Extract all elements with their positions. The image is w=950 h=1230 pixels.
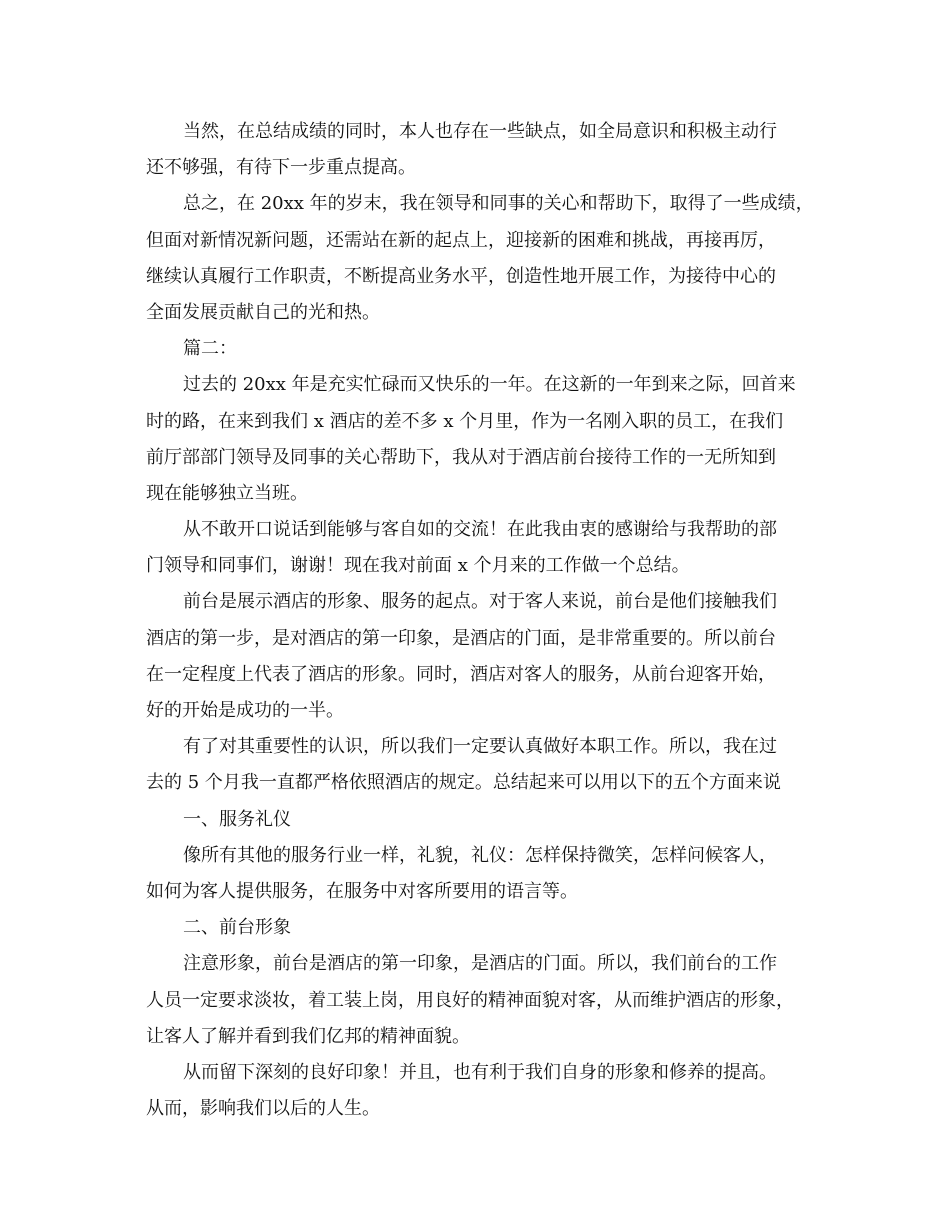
- text-line: 时的路，在来到我们 x 酒店的差不多 x 个月里，作为一名刚入职的员工，在我们: [146, 410, 784, 432]
- text-line: 从而，影响我们以后的人生。: [146, 1098, 380, 1120]
- text-line: 人员一定要求淡妆，着工装上岗，用良好的精神面貌对客，从而维护酒店的形象，: [146, 989, 794, 1011]
- text-line: 从而留下深刻的良好印象！并且，也有利于我们自身的形象和修养的提高。: [183, 1061, 777, 1083]
- text-line: 过去的 20xx 年是充实忙碌而又快乐的一年。在这新的一年到来之际，回首来: [183, 374, 796, 396]
- text-line: 像所有其他的服务行业一样，礼貌，礼仪：怎样保持微笑，怎样问候客人，: [183, 844, 777, 866]
- section-heading: 二、前台形象: [183, 917, 291, 939]
- text-line: 继续认真履行工作职责，不断提高业务水平，创造性地开展工作，为接待中心的: [146, 265, 776, 287]
- body-text: [146, 114, 821, 1127]
- section-heading: 一、服务礼仪: [183, 808, 291, 830]
- text-line: 好的开始是成功的一半。: [146, 700, 344, 721]
- text-line: 前台是展示酒店的形象、服务的起点。对于客人来说，前台是他们接触我们: [183, 591, 777, 613]
- text-line: 让客人了解并看到我们亿邦的精神面貌。: [146, 1025, 470, 1047]
- text-line: 酒店的第一步，是对酒店的第一印象，是酒店的门面，是非常重要的。所以前台: [146, 627, 776, 649]
- text-line: 总之，在 20xx 年的岁末，我在领导和同事的关心和帮助下，取得了一些成绩，: [183, 193, 814, 215]
- text-line: 但面对新情况新问题，还需站在新的起点上，迎接新的困难和挑战，再接再厉，: [146, 229, 776, 251]
- text-line: 注意形象，前台是酒店的第一印象，是酒店的门面。所以，我们前台的工作: [183, 953, 777, 975]
- text-line: 门领导和同事们，谢谢！现在我对前面 x 个月来的工作做一个总结。: [146, 555, 690, 577]
- text-line: 还不够强，有待下一步重点提高。: [146, 157, 416, 179]
- text-line: 全面发展贡献自己的光和热。: [146, 301, 380, 323]
- text-line: 从不敢开口说话到能够与客自如的交流！在此我由衷的感谢给与我帮助的部: [183, 519, 777, 541]
- text-line: 在一定程度上代表了酒店的形象。同时，酒店对客人的服务，从前台迎客开始，: [146, 663, 776, 685]
- text-line: 前厅部部门领导及同事的关心帮助下，我从对于酒店前台接待工作的一无所知到: [146, 446, 776, 468]
- text-line: 如何为客人提供服务，在服务中对客所要用的语言等。: [146, 880, 578, 902]
- text-line: 去的 5 个月我一直都严格依照酒店的规定。总结起来可以用以下的五个方面来说: [146, 772, 781, 794]
- text-line: 现在能够独立当班。: [146, 482, 308, 504]
- section-heading: 篇二：: [183, 338, 237, 360]
- text-line: 当然，在总结成绩的同时，本人也存在一些缺点，如全局意识和积极主动行: [183, 121, 777, 142]
- text-line: 有了对其重要性的认识，所以我们一定要认真做好本职工作。所以，我在过: [183, 736, 777, 758]
